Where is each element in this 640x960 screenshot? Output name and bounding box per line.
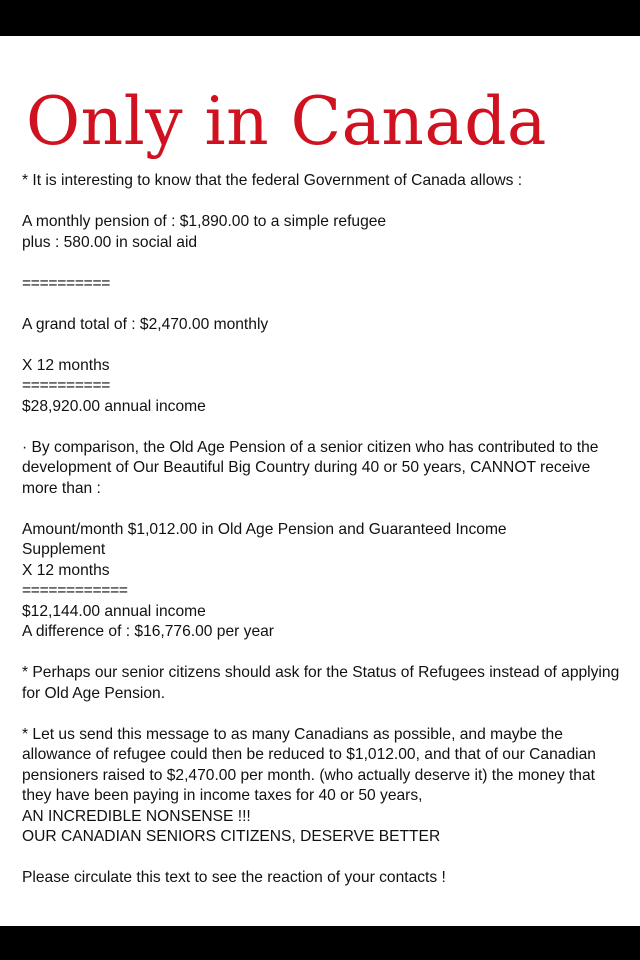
intro-line: * It is interesting to know that the federal Government of Canada allows : [22,172,523,189]
deserve-better-line: OUR CANADIAN SENIORS CITIZENS, DESERVE BETTER [22,828,441,845]
perhaps-paragraph: * Perhaps our senior citizens should ask for the Status of Refugees instead of applying for Old Age Pension. [22,664,620,702]
social-aid-line: plus : 580.00 in social aid [22,233,198,251]
let-us-paragraph: * Let us send this message to as many Canadians as possible, and maybe the allowance of refugee could then be reduced to $1,012.00, and that of our Canadian pensioners raised to $2,470.00 per month. (who actually deserve it) the money that they have been paying in income taxes for 40 or 50 years, [22,725,596,804]
senior-amount-line-2: Supplement [22,541,106,558]
document-page [0,36,640,926]
nonsense-line: AN INCREDIBLE NONSENSE !!! [22,807,251,825]
separator-3: ============ [22,582,128,599]
separator-1: ========== [22,274,111,292]
comparison-paragraph: · By comparison, the Old Age Pension of a senior citizen who has contributed to the development of Our Beautiful Big Country during 40 or 50 years, CANNOT receive more than : [22,438,599,497]
grand-total-line: A grand total of : $2,470.00 monthly [22,315,269,333]
bottom-black-bar [0,926,640,960]
twelve-months-line-b: X 12 months [22,561,110,579]
page-title: Only in Canada [26,83,547,160]
difference-line: A difference of : $16,776.00 per year [22,623,274,640]
senior-annual-income-line: $12,144.00 annual income [22,602,206,620]
twelve-months-line-a: X 12 months [22,356,110,374]
refugee-pension-line: A monthly pension of : $1,890.00 to a simple refugee [22,213,387,230]
senior-amount-line-1: Amount/month $1,012.00 in Old Age Pension and Guaranteed Income [22,520,507,538]
document-body [22,171,626,889]
separator-2: ========== [22,377,111,394]
refugee-annual-income-line: $28,920.00 annual income [22,397,206,415]
circulate-line: Please circulate this text to see the reaction of your contacts ! [22,869,446,886]
